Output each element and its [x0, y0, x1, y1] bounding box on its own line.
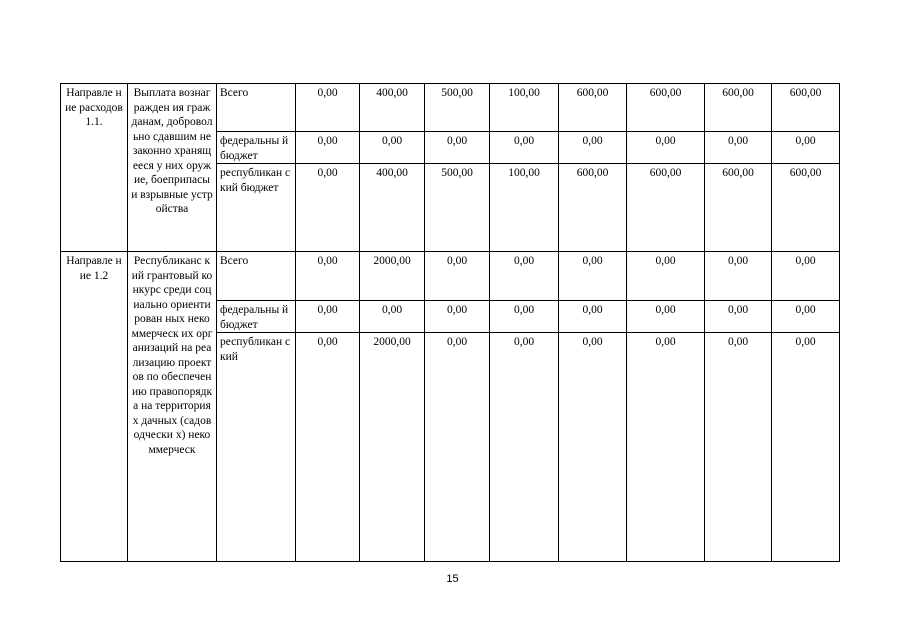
value-cell: 600,00: [627, 84, 705, 132]
value-cell: 100,00: [490, 164, 559, 252]
direction-cell: Направле ние 1.2: [61, 252, 128, 562]
value-cell: 0,00: [490, 252, 559, 301]
value-cell: 600,00: [772, 84, 840, 132]
description-cell: Выплата вознагражден ия гражданам, добровольно сдавшим незаконно хранящееся у них оружие, боеприпасы и взрывные устройства: [128, 84, 217, 252]
value-cell: 0,00: [490, 132, 559, 164]
value-cell: 600,00: [772, 164, 840, 252]
value-cell: 0,00: [425, 252, 490, 301]
page-number: 15: [446, 573, 459, 585]
budget-table: [60, 83, 840, 562]
value-cell: 0,00: [360, 132, 425, 164]
value-cell: 600,00: [705, 164, 772, 252]
value-cell: 0,00: [559, 301, 627, 333]
value-cell: 500,00: [425, 164, 490, 252]
value-cell: 600,00: [559, 164, 627, 252]
value-cell: 600,00: [559, 84, 627, 132]
value-cell: 600,00: [627, 164, 705, 252]
value-cell: 0,00: [425, 301, 490, 333]
value-cell: 400,00: [360, 84, 425, 132]
value-cell: 0,00: [296, 301, 360, 333]
value-cell: 0,00: [559, 333, 627, 562]
value-cell: 0,00: [772, 252, 840, 301]
table-row: [61, 84, 840, 132]
value-cell: 2000,00: [360, 333, 425, 562]
value-cell: 0,00: [559, 252, 627, 301]
value-cell: 0,00: [705, 252, 772, 301]
source-cell: федеральны й бюджет: [217, 132, 296, 164]
value-cell: 400,00: [360, 164, 425, 252]
value-cell: 600,00: [705, 84, 772, 132]
value-cell: 0,00: [296, 164, 360, 252]
value-cell: 0,00: [490, 301, 559, 333]
value-cell: 100,00: [490, 84, 559, 132]
value-cell: 0,00: [296, 252, 360, 301]
source-cell: федеральны й бюджет: [217, 301, 296, 333]
source-cell: Всего: [217, 252, 296, 301]
value-cell: 0,00: [296, 84, 360, 132]
source-cell: республикан ский: [217, 333, 296, 562]
table-row: [61, 252, 840, 301]
value-cell: 2000,00: [360, 252, 425, 301]
value-cell: 0,00: [425, 333, 490, 562]
value-cell: 0,00: [705, 333, 772, 562]
direction-cell: Направле ние расходов 1.1.: [61, 84, 128, 252]
value-cell: 0,00: [705, 301, 772, 333]
source-cell: республикан ский бюджет: [217, 164, 296, 252]
value-cell: 0,00: [772, 132, 840, 164]
value-cell: 0,00: [296, 333, 360, 562]
value-cell: 0,00: [627, 132, 705, 164]
description-cell: Республиканс кий грантовый конкурс среди социально ориентирован ных некоммерческ их организаций на реализацию проектов по обеспечению правопорядка на территориях дачных (садоводчески х) некоммерческ: [128, 252, 217, 562]
source-cell: Всего: [217, 84, 296, 132]
value-cell: 0,00: [360, 301, 425, 333]
value-cell: 0,00: [627, 301, 705, 333]
value-cell: 0,00: [772, 333, 840, 562]
value-cell: 0,00: [296, 132, 360, 164]
value-cell: 0,00: [627, 252, 705, 301]
value-cell: 0,00: [490, 333, 559, 562]
value-cell: 500,00: [425, 84, 490, 132]
value-cell: 0,00: [425, 132, 490, 164]
value-cell: 0,00: [627, 333, 705, 562]
value-cell: 0,00: [705, 132, 772, 164]
value-cell: 0,00: [559, 132, 627, 164]
value-cell: 0,00: [772, 301, 840, 333]
